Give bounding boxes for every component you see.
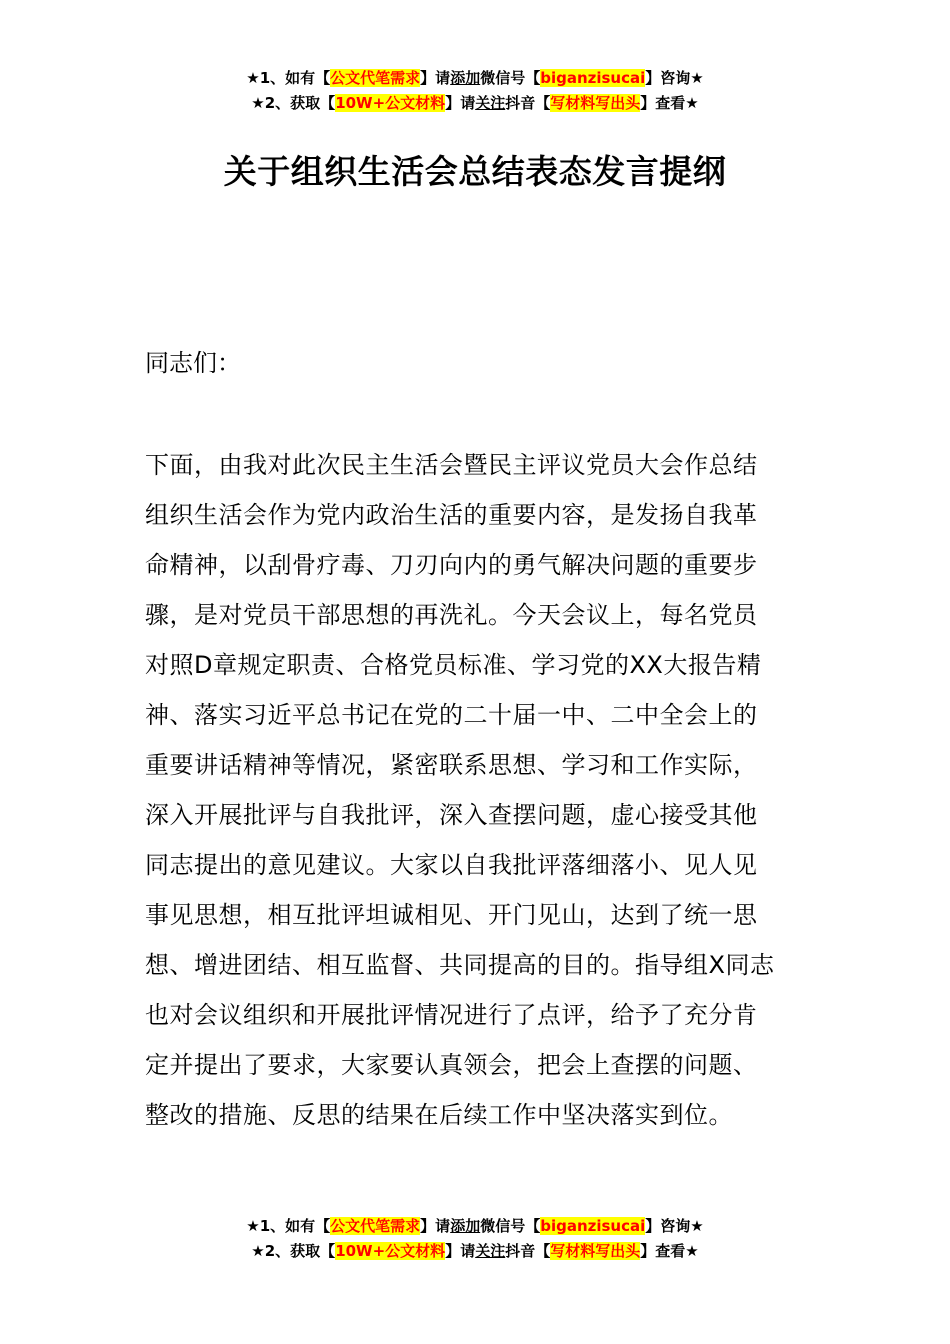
banner-text: 抖音【 [505, 94, 551, 112]
body-line: 命精神，以刮骨疗毒、刀刃向内的勇气解决问题的重要步 [145, 551, 758, 579]
banner-line-2 [0, 91, 950, 116]
body-line: 神、落实习近平总书记在党的二十届一中、二中全会上的 [145, 701, 758, 729]
body-line: 定并提出了要求，大家要认真领会，把会上查摆的问题、 [145, 1051, 758, 1079]
banner-highlight: biganzisucai [540, 1217, 646, 1235]
body-line: 下面，由我对此次民主生活会暨民主评议党员大会作总结 [145, 451, 758, 479]
footer-banner [0, 1214, 950, 1264]
banner-underline: 关注 [475, 1242, 506, 1260]
banner-text: 】查看★ [640, 94, 699, 112]
banner-underline: 添加 [450, 1217, 481, 1235]
body-line: 组织生活会作为党内政治生活的重要内容，是发扬自我革 [145, 501, 758, 529]
banner-underline: 关注 [475, 94, 506, 112]
body-line: 想、增进团结、相互监督、共同提高的目的。指导组X同志 [145, 951, 775, 979]
body-line: 骤，是对党员干部思想的再洗礼。今天会议上，每名党员 [145, 601, 758, 629]
banner-text: 】请 [420, 1217, 451, 1235]
banner-text: ★2、获取【 [251, 1242, 336, 1260]
salutation: 同志们： [145, 349, 241, 377]
body-line: 重要讲话精神等情况，紧密联系思想、学习和工作实际， [145, 751, 758, 779]
body-line: 也对会议组织和开展批评情况进行了点评，给予了充分肯 [145, 1001, 758, 1029]
banner-text: 】请 [445, 1242, 476, 1260]
banner-highlight: 公文代笔需求 [330, 69, 421, 87]
banner-text: 微信号【 [480, 69, 541, 87]
body-line: 整改的措施、反思的结果在后续工作中坚决落实到位。 [145, 1101, 733, 1129]
banner-text: ★1、如有【 [246, 1217, 331, 1235]
banner-text: 】查看★ [640, 1242, 699, 1260]
body-line: 对照D章规定职责、合格党员标准、学习党的XX大报告精 [145, 651, 762, 679]
banner-text: ★1、如有【 [246, 69, 331, 87]
body-line: 同志提出的意见建议。大家以自我批评落细落小、见人见 [145, 851, 758, 879]
body-line: 深入开展批评与自我批评，深入查摆问题，虚心接受其他 [145, 801, 758, 829]
banner-line-1 [0, 1214, 950, 1239]
banner-line-2 [0, 1239, 950, 1264]
banner-line-1 [0, 66, 950, 91]
banner-highlight: biganzisucai [540, 69, 646, 87]
banner-text: 】咨询★ [645, 1217, 704, 1235]
header-banner [0, 66, 950, 116]
banner-highlight: 写材料写出头 [550, 94, 641, 112]
banner-underline: 添加 [450, 69, 481, 87]
banner-highlight: 公文代笔需求 [330, 1217, 421, 1235]
banner-text: 】请 [420, 69, 451, 87]
banner-highlight: 10W+公文材料 [335, 1242, 446, 1260]
body-paragraph [145, 440, 815, 1140]
banner-highlight: 写材料写出头 [550, 1242, 641, 1260]
banner-highlight: 10W+公文材料 [335, 94, 446, 112]
banner-text: 】请 [445, 94, 476, 112]
body-line: 事见思想，相互批评坦诚相见、开门见山，达到了统一思 [145, 901, 758, 929]
banner-text: 抖音【 [505, 1242, 551, 1260]
banner-text: 微信号【 [480, 1217, 541, 1235]
banner-text: ★2、获取【 [251, 94, 336, 112]
banner-text: 】咨询★ [645, 69, 704, 87]
document-title: 关于组织生活会总结表态发言提纲 [223, 152, 727, 191]
